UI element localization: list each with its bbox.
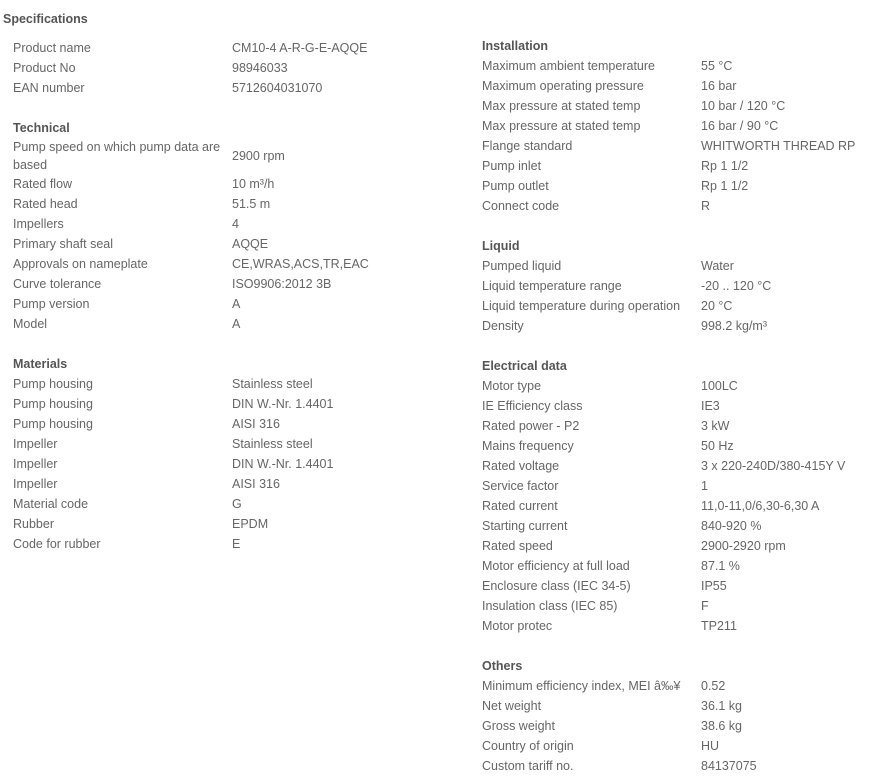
spec-value: HU bbox=[701, 739, 720, 753]
spec-value: Rp 1 1/2 bbox=[701, 159, 749, 173]
spec-label: Starting current bbox=[482, 519, 568, 533]
spec-value: 55 °C bbox=[701, 59, 733, 73]
spec-label: Impeller bbox=[13, 437, 58, 451]
spec-row bbox=[482, 276, 882, 296]
spec-row bbox=[13, 314, 453, 334]
spec-row bbox=[482, 556, 882, 576]
spec-row bbox=[482, 416, 882, 436]
spec-row bbox=[482, 256, 882, 276]
spec-value: 10 bar / 120 °C bbox=[701, 99, 786, 113]
spec-value: 20 °C bbox=[701, 299, 733, 313]
spec-row bbox=[482, 116, 882, 136]
spec-label: Flange standard bbox=[482, 139, 573, 153]
spec-value: A bbox=[232, 297, 241, 311]
spec-row bbox=[13, 534, 453, 554]
spec-row bbox=[482, 456, 882, 476]
spec-row bbox=[482, 376, 882, 396]
spec-value: ISO9906:2012 3B bbox=[232, 277, 332, 291]
spec-row bbox=[482, 316, 882, 336]
spec-label: Country of origin bbox=[482, 739, 574, 753]
spec-label: Impeller bbox=[13, 477, 58, 491]
spec-row bbox=[13, 434, 453, 454]
spec-row bbox=[482, 196, 882, 216]
spec-value: 1 bbox=[701, 479, 708, 493]
spec-value: 98946033 bbox=[232, 61, 288, 75]
spec-row bbox=[13, 514, 453, 534]
spec-value: 16 bar bbox=[701, 79, 737, 93]
spec-row bbox=[13, 234, 453, 254]
spec-value: 36.1 kg bbox=[701, 699, 743, 713]
spec-row bbox=[482, 696, 882, 716]
spec-value: 100LC bbox=[701, 379, 738, 393]
spec-value: -20 .. 120 °C bbox=[701, 279, 772, 293]
spec-row bbox=[482, 716, 882, 736]
spec-label: Pump outlet bbox=[482, 179, 549, 193]
spec-label: Curve tolerance bbox=[13, 277, 102, 291]
spec-value: EPDM bbox=[232, 517, 269, 531]
spec-label: Product name bbox=[13, 41, 91, 55]
spec-row bbox=[13, 374, 453, 394]
spec-label: Minimum efficiency index, MEI â‰¥ bbox=[482, 679, 681, 693]
spec-row bbox=[482, 56, 882, 76]
spec-value: Stainless steel bbox=[232, 377, 313, 391]
spec-row bbox=[13, 78, 453, 98]
spec-value: F bbox=[701, 599, 709, 613]
spec-label: Mains frequency bbox=[482, 439, 574, 453]
section-gap bbox=[482, 636, 882, 656]
spec-label: Rated power - P2 bbox=[482, 419, 580, 433]
spec-value: AISI 316 bbox=[232, 417, 280, 431]
spec-row bbox=[13, 254, 453, 274]
spec-label: Maximum ambient temperature bbox=[482, 59, 655, 73]
spec-label: Liquid temperature during operation bbox=[482, 299, 681, 313]
spec-row bbox=[482, 596, 882, 616]
spec-row bbox=[482, 496, 882, 516]
spec-label: Insulation class (IEC 85) bbox=[482, 599, 618, 613]
spec-row bbox=[482, 76, 882, 96]
spec-label: Pump housing bbox=[13, 417, 93, 431]
spec-value: E bbox=[232, 537, 241, 551]
spec-label: Motor efficiency at full load bbox=[482, 559, 630, 573]
spec-row bbox=[482, 676, 882, 696]
spec-label: Rubber bbox=[13, 517, 54, 531]
spec-label: Rated speed bbox=[482, 539, 553, 553]
page-title: Specifications bbox=[3, 12, 88, 26]
spec-row bbox=[13, 138, 453, 174]
spec-label: Rated voltage bbox=[482, 459, 560, 473]
spec-row bbox=[482, 96, 882, 116]
section-title-liquid: Liquid bbox=[482, 239, 520, 253]
spec-label: EAN number bbox=[13, 81, 85, 95]
spec-value: G bbox=[232, 497, 242, 511]
spec-value: IE3 bbox=[701, 399, 720, 413]
spec-value: 4 bbox=[232, 217, 239, 231]
spec-label: Gross weight bbox=[482, 719, 555, 733]
spec-label: Rated flow bbox=[13, 177, 73, 191]
spec-value: 5712604031070 bbox=[232, 81, 323, 95]
spec-label: Motor type bbox=[482, 379, 542, 393]
spec-row bbox=[482, 756, 882, 776]
section-gap bbox=[13, 334, 453, 354]
spec-label: Pump speed on which pump data are based bbox=[13, 140, 221, 172]
spec-row bbox=[482, 436, 882, 456]
spec-row bbox=[482, 616, 882, 636]
spec-value: AQQE bbox=[232, 237, 269, 251]
spec-label: Product No bbox=[13, 61, 76, 75]
spec-value: 84137075 bbox=[701, 759, 757, 773]
spec-label: Density bbox=[482, 319, 524, 333]
spec-value: DIN W.-Nr. 1.4401 bbox=[232, 397, 334, 411]
spec-row bbox=[13, 454, 453, 474]
spec-row bbox=[13, 294, 453, 314]
section-gap bbox=[482, 336, 882, 356]
section-title-materials: Materials bbox=[13, 357, 68, 371]
spec-row bbox=[482, 736, 882, 756]
spec-row bbox=[482, 396, 882, 416]
spec-row bbox=[13, 494, 453, 514]
spec-label: Max pressure at stated temp bbox=[482, 99, 641, 113]
spec-row bbox=[482, 476, 882, 496]
spec-row bbox=[482, 296, 882, 316]
spec-value: 87.1 % bbox=[701, 559, 740, 573]
spec-label: Material code bbox=[13, 497, 89, 511]
spec-value: CE,WRAS,ACS,TR,EAC bbox=[232, 257, 369, 271]
spec-row bbox=[13, 414, 453, 434]
left-column bbox=[13, 38, 453, 554]
spec-row bbox=[13, 58, 453, 78]
spec-row bbox=[13, 38, 453, 58]
spec-label: Max pressure at stated temp bbox=[482, 119, 641, 133]
right-column bbox=[482, 36, 882, 776]
spec-value: A bbox=[232, 317, 241, 331]
section-title-electrical-data: Electrical data bbox=[482, 359, 567, 373]
spec-value: 3 x 220-240D/380-415Y V bbox=[701, 459, 846, 473]
spec-row bbox=[13, 194, 453, 214]
spec-value: 0.52 bbox=[701, 679, 726, 693]
spec-label: Pump inlet bbox=[482, 159, 542, 173]
section-gap bbox=[482, 216, 882, 236]
section-gap bbox=[13, 98, 453, 118]
spec-row bbox=[482, 576, 882, 596]
spec-row bbox=[482, 516, 882, 536]
section-title-others: Others bbox=[482, 659, 523, 673]
spec-value: 51.5 m bbox=[232, 197, 271, 211]
spec-label: Model bbox=[13, 317, 48, 331]
spec-label: Pump housing bbox=[13, 377, 93, 391]
spec-value: CM10-4 A-R-G-E-AQQE bbox=[232, 41, 368, 55]
spec-label: Code for rubber bbox=[13, 537, 101, 551]
spec-value: AISI 316 bbox=[232, 477, 280, 491]
spec-value: 11,0-11,0/6,30-6,30 A bbox=[701, 499, 820, 513]
spec-label: Pump version bbox=[13, 297, 90, 311]
spec-value: Water bbox=[701, 259, 734, 273]
spec-row bbox=[482, 156, 882, 176]
spec-value: Rp 1 1/2 bbox=[701, 179, 749, 193]
spec-row bbox=[482, 176, 882, 196]
spec-label: Connect code bbox=[482, 199, 560, 213]
spec-label: Motor protec bbox=[482, 619, 553, 633]
spec-label: Pumped liquid bbox=[482, 259, 562, 273]
spec-value: 998.2 kg/m³ bbox=[701, 319, 768, 333]
spec-label: Impeller bbox=[13, 457, 58, 471]
section-title-technical: Technical bbox=[13, 121, 70, 135]
spec-value: Stainless steel bbox=[232, 437, 313, 451]
spec-label: Custom tariff no. bbox=[482, 759, 574, 773]
spec-value: WHITWORTH THREAD RP bbox=[701, 139, 856, 153]
spec-row bbox=[13, 214, 453, 234]
spec-label: IE Efficiency class bbox=[482, 399, 583, 413]
spec-row bbox=[13, 394, 453, 414]
spec-label: Primary shaft seal bbox=[13, 237, 114, 251]
spec-label: Liquid temperature range bbox=[482, 279, 622, 293]
spec-row bbox=[13, 274, 453, 294]
spec-value: 16 bar / 90 °C bbox=[701, 119, 779, 133]
spec-label: Net weight bbox=[482, 699, 542, 713]
spec-row bbox=[13, 474, 453, 494]
spec-label: Impellers bbox=[13, 217, 64, 231]
spec-value: R bbox=[701, 199, 711, 213]
spec-value: IP55 bbox=[701, 579, 727, 593]
spec-value: 38.6 kg bbox=[701, 719, 743, 733]
spec-value: 3 kW bbox=[701, 419, 730, 433]
spec-value: 50 Hz bbox=[701, 439, 734, 453]
section-title-installation: Installation bbox=[482, 39, 548, 53]
spec-label: Rated current bbox=[482, 499, 558, 513]
spec-value: TP211 bbox=[701, 619, 737, 633]
spec-value: 10 m³/h bbox=[232, 177, 275, 191]
spec-label: Pump housing bbox=[13, 397, 93, 411]
spec-row bbox=[13, 174, 453, 194]
spec-value: 840-920 % bbox=[701, 519, 762, 533]
spec-label: Maximum operating pressure bbox=[482, 79, 644, 93]
spec-label: Enclosure class (IEC 34-5) bbox=[482, 579, 631, 593]
spec-value: 2900 rpm bbox=[232, 149, 285, 163]
spec-value: DIN W.-Nr. 1.4401 bbox=[232, 457, 334, 471]
spec-value: 2900-2920 rpm bbox=[701, 539, 786, 553]
spec-row bbox=[482, 536, 882, 556]
spec-row bbox=[482, 136, 882, 156]
spec-label: Approvals on nameplate bbox=[13, 257, 148, 271]
spec-label: Service factor bbox=[482, 479, 559, 493]
spec-label: Rated head bbox=[13, 197, 78, 211]
